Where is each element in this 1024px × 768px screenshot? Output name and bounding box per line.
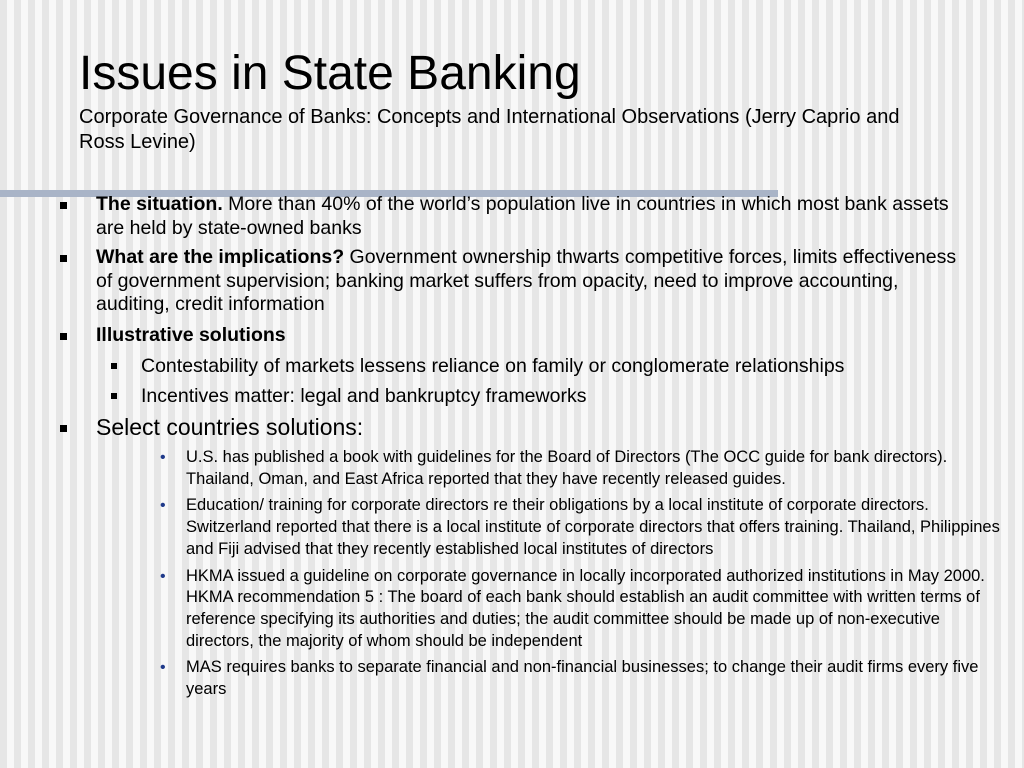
country-item (0, 495, 1024, 560)
point-heading: The situation. (96, 193, 223, 215)
square-bullet-icon (60, 255, 67, 262)
point-text: Government ownership thwarts competitive forces, limits effectiveness of government supervision; banking market suffers from opacity, need to improve accounting, auditing, credit information (96, 246, 957, 315)
point-text: More than 40% of the world’s population live in countries in which most bank assets are held by state-owned banks (96, 193, 949, 239)
illustrative-item (0, 354, 1024, 378)
country-item-text: U.S. has published a book with guidelines for the Board of Directors (The OCC guide for bank directors). Thailand, Oman, and East Africa reported that they have recently released guides. (186, 448, 948, 488)
country-item (0, 566, 1024, 653)
country-item-text: Education/ training for corporate directors re their obligations by a local institute of corporate directors. Switzerland reported that there is a local institute of corporate directors that offers training. Thailand, Philippines and Fiji advised that they recently established local institutes of directors (186, 496, 1000, 558)
round-bullet-icon: • (160, 497, 166, 515)
round-bullet-icon: • (160, 567, 166, 585)
point-situation (0, 193, 1024, 240)
slide-body (0, 193, 1024, 701)
point-heading: Illustrative solutions (96, 323, 286, 346)
illustrative-item-text: Incentives matter: legal and bankruptcy frameworks (141, 385, 587, 407)
square-bullet-icon (60, 425, 67, 432)
slide-title: Issues in State Banking (79, 47, 581, 100)
country-item (0, 657, 1024, 700)
round-bullet-icon: • (160, 659, 166, 677)
square-bullet-icon (60, 333, 67, 340)
country-item-text: MAS requires banks to separate financial and non-financial businesses; to change their audit firms every five years (186, 658, 979, 699)
point-implications (0, 246, 1024, 317)
point-illustrative (0, 324, 1024, 348)
point-heading: Select countries solutions: (96, 414, 364, 440)
point-heading: What are the implications? (96, 246, 345, 268)
illustrative-item-text: Contestability of markets lessens reliance on family or conglomerate relationships (141, 355, 845, 377)
country-item (0, 447, 1024, 490)
square-bullet-icon (60, 202, 67, 209)
slide-subtitle: Corporate Governance of Banks: Concepts and International Observations (Jerry Caprio and Ross Levine) (79, 106, 900, 153)
country-item-text: HKMA issued a guideline on corporate governance in locally incorporated authorized institutions in May 2000. HKMA recommendation 5 : The board of each bank should establish an audit committee with written terms of reference specifying its authorities and duties; the audit committee should be made up of non-executive directors, the majority of whom should be independent (186, 566, 985, 650)
round-bullet-icon: • (160, 449, 166, 466)
square-bullet-icon (111, 393, 117, 399)
illustrative-item (0, 384, 1024, 408)
point-select-countries (0, 414, 1024, 441)
square-bullet-icon (111, 363, 117, 369)
